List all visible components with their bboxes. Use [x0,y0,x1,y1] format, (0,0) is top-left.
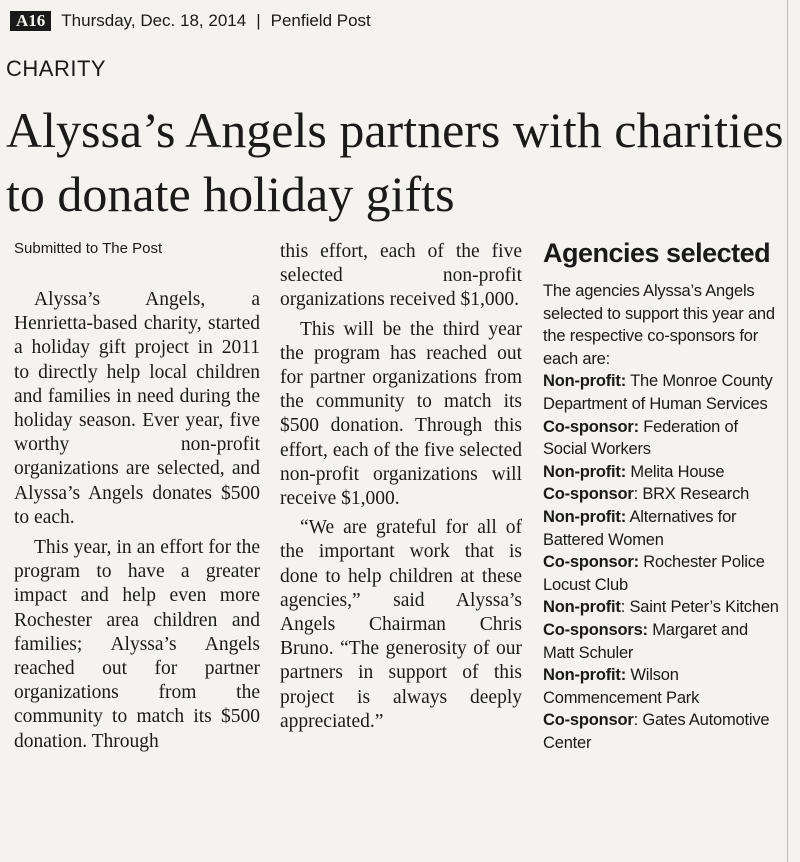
agencies-sidebar [543,234,783,754]
entry-label: Non-profit [543,598,621,617]
agency-entry [543,596,783,619]
agency-entry [543,551,783,596]
masthead-separator: | [256,11,261,30]
article-column-1 [14,288,260,754]
agency-entry [543,370,783,415]
entry-value: Alternatives for Battered Women [543,507,737,549]
entry-label: Co-sponsor [543,485,634,504]
masthead [10,8,371,34]
entry-value: : BRX Research [633,485,750,504]
entry-label: Co-sponsor [543,711,634,730]
entry-value: : Gates Automotive Center [543,711,770,752]
agency-entry [543,416,783,461]
article-paragraph: Alyssa’s Angels, a Henrietta-based charity, started a holiday gift project in 2011 to directly help local children and families in need during the holiday season. Ever year, five worthy non-profit organizations are selected, and Alyssa’s Angels donates $500 to each. [14,289,260,528]
sidebar-title: Agencies selected [543,238,771,268]
issue-date: Thursday, Dec. 18, 2014 [61,11,247,30]
entry-label: Co-sponsor: [543,553,639,572]
sidebar-intro: The agencies Alyssa’s Angels selected to support this year and the respective co-sponsors for each are: [543,282,775,368]
entry-value: : Saint Peter’s Kitchen [620,598,779,617]
article-paragraph: this effort, each of the five selected non-profit organizations received $1,000. [280,241,522,311]
entry-value: Wilson Commencement Park [543,666,700,707]
entry-label: Non-profit: [543,462,627,481]
byline: Submitted to The Post [14,240,163,257]
entry-label: Co-sponsors: [543,620,648,639]
entry-value: Melita House [626,462,725,481]
page-number-badge: A16 [10,11,51,31]
agency-entry [543,483,783,506]
article-headline: Alyssa’s Angels partners with charities to donate holiday gifts [6,102,784,222]
page-edge-rule [787,0,788,862]
article-paragraph: This year, in an effort for the program to have a greater impact and help even more Rochester area children and families; Alyssa’s Angels reached out for partner organizations from the community to match its $500 donation. Through [14,537,260,752]
agency-entry [543,664,783,709]
entry-label: Non-profit: [543,372,627,391]
entry-label: Co-sponsor: [543,417,639,436]
entry-value: The Monroe County Department of Human Services [543,372,773,413]
article-paragraph: This will be the third year the program has reached out for partner organizations from the community to match its $500 donation. Through this effort, each of the five selected non-profit organizations will receive $1,000. [280,318,522,510]
entry-value: Margaret and Matt Schuler [543,620,748,662]
article-column-2 [280,240,522,734]
section-label: CHARITY [6,56,107,81]
entry-value: Rochester Police Locust Club [543,553,765,594]
agency-entry [543,506,783,551]
agency-entry [543,709,783,754]
article-paragraph: “We are grateful for all of the important work that is done to help children at these agencies,” said Alyssa’s Angels Chairman Chris Bruno. “The generosity of our partners in support of this project is always deeply appreciated.” [280,517,522,732]
agency-entry [543,461,783,484]
publication-name: Penfield Post [270,11,371,30]
entry-label: Non-profit: [543,507,627,526]
entry-value: Federation of Social Workers [543,417,738,459]
agency-entry [543,619,783,664]
entry-label: Non-profit: [543,666,627,685]
